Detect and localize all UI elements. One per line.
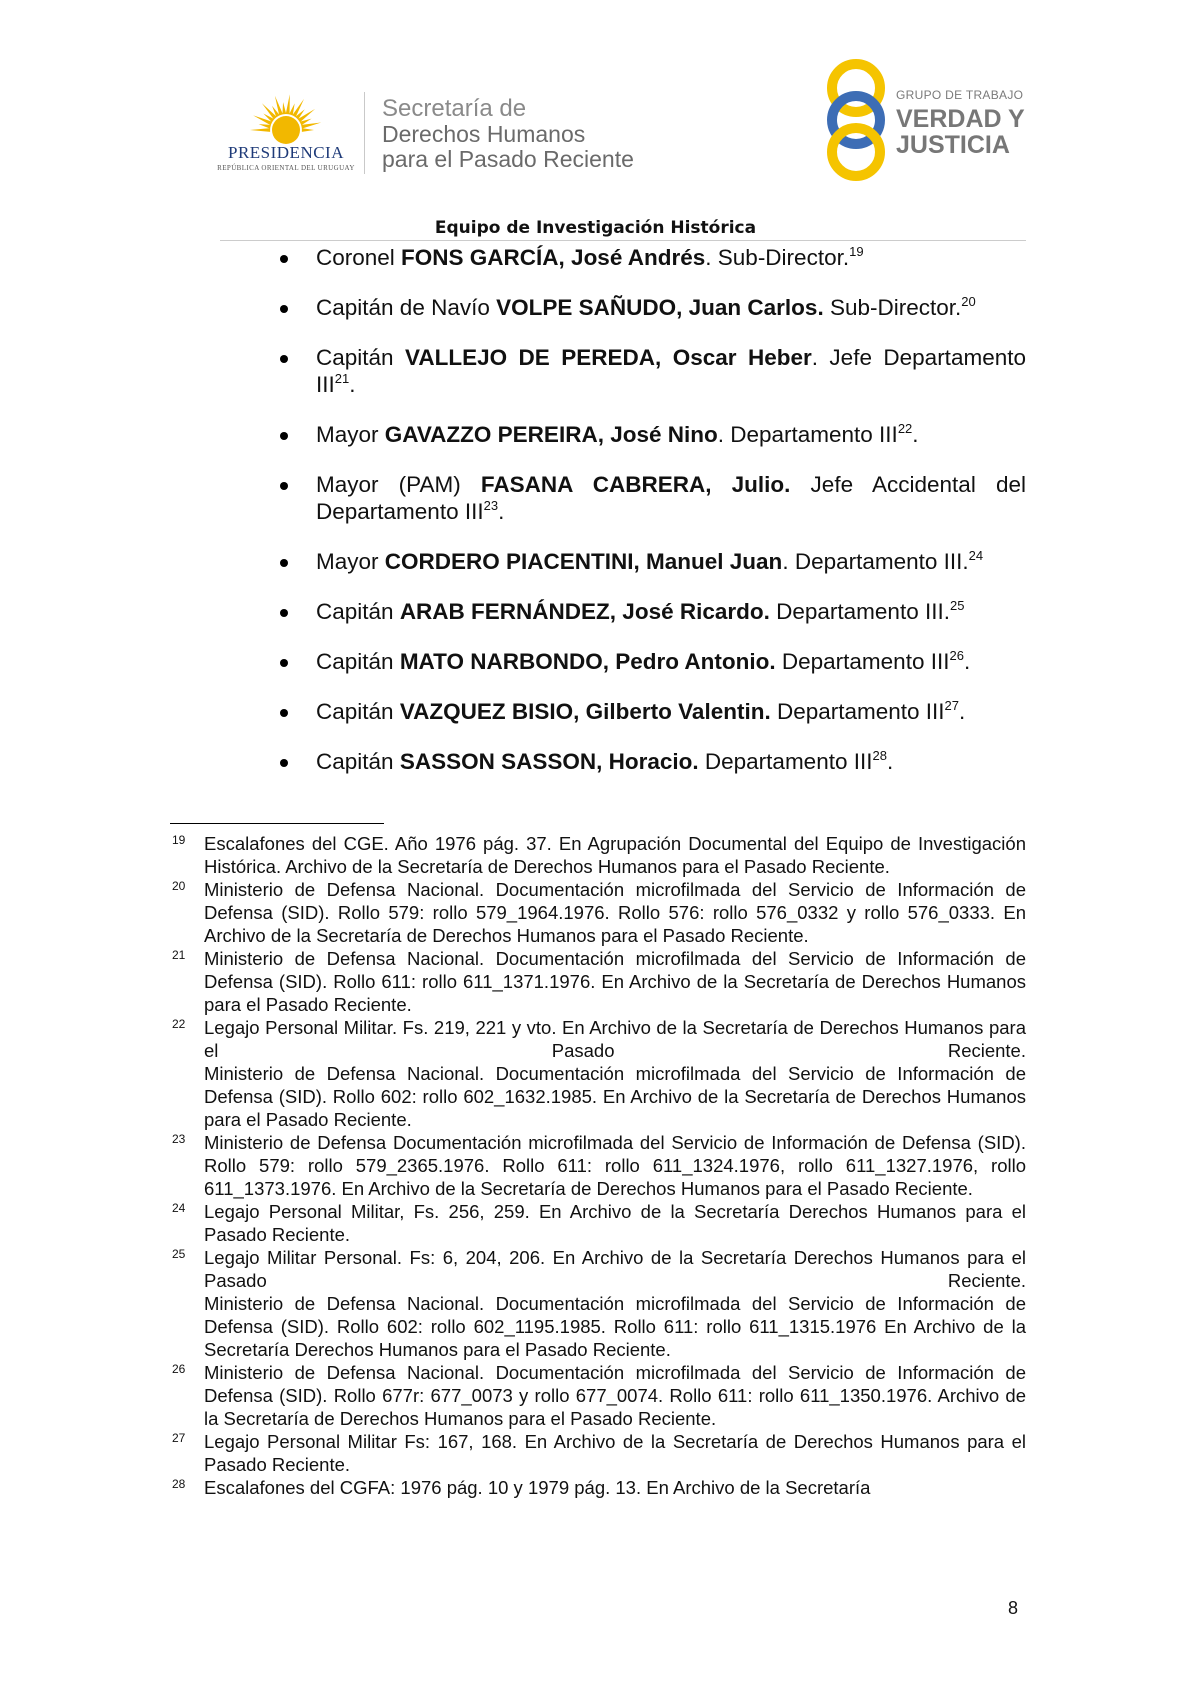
person-name: ARAB FERNÁNDEZ, José Ricardo. <box>399 599 770 624</box>
header-rule <box>220 240 1026 241</box>
rank: Capitán <box>316 345 405 370</box>
role: Departamento III. <box>769 599 950 624</box>
person-name: GAVAZZO PEREIRA, José Nino <box>384 422 718 447</box>
personnel-item <box>276 294 1026 321</box>
footnote-ref: 22 <box>897 420 913 436</box>
footnote-number: 22 <box>172 1017 186 1031</box>
bullet-icon <box>280 659 288 667</box>
page-header <box>0 0 1191 240</box>
rank: Mayor <box>316 422 385 447</box>
bullet-icon <box>280 305 288 313</box>
personnel-item <box>276 698 1026 725</box>
trailing-punct: . <box>886 749 894 774</box>
footnote-text: Legajo Personal Militar Fs: 167, 168. En Archivo de la Secretaría de Derechos Humanos para el Pasado Reciente. <box>204 1431 1026 1475</box>
person-name: CORDERO PIACENTINI, Manuel Juan <box>384 549 783 574</box>
role: Jefe Accidental del Departamento III <box>316 472 1026 524</box>
bullet-icon <box>280 559 288 567</box>
footnote-number: 24 <box>172 1201 186 1215</box>
page-number: 8 <box>1008 1598 1019 1618</box>
footnote <box>170 1131 1026 1200</box>
gt-line-3: JUSTICIA <box>896 131 1010 159</box>
rank: Capitán <box>316 749 400 774</box>
presidencia-name: PRESIDENCIA <box>227 143 344 162</box>
personnel-item <box>276 244 1026 271</box>
footnote-text: Escalafones del CGFA: 1976 pág. 10 y 1979 pág. 13. En Archivo de la Secretaría <box>204 1477 871 1498</box>
footnote <box>170 1246 1026 1361</box>
footnote-ref: 26 <box>949 647 964 663</box>
footnote-number: 26 <box>172 1362 186 1376</box>
role: Departamento III <box>775 649 950 674</box>
bullet-icon <box>280 709 288 717</box>
role: . Departamento III. <box>782 549 969 574</box>
header-divider <box>364 92 365 174</box>
sun-ray <box>286 94 290 114</box>
person-name: VALLEJO DE PEREDA, Oscar Heber <box>405 345 812 370</box>
footnote-text: Ministerio de Defensa Nacional. Documentación microfilmada del Servicio de Información de Defensa (SID). Rollo 602: rollo 602_1632.1985. En Archivo de la Secretaría de Derechos Humanos para el Pasado Reciente. <box>204 1063 1026 1130</box>
bullet-icon <box>280 432 288 440</box>
footnote-ref: 28 <box>872 747 887 763</box>
footnote <box>170 1361 1026 1430</box>
secretaria-line-2: Derechos Humanos <box>382 121 586 147</box>
secretaria-line-1: Secretaría de <box>382 95 527 122</box>
rank: Coronel <box>316 245 402 270</box>
rank: Mayor <box>316 549 385 574</box>
rank: Mayor (PAM) <box>316 472 481 497</box>
person-name: SASSON SASSON, Horacio. <box>399 749 699 774</box>
footnote-ref: 19 <box>849 243 864 259</box>
footnote-text: Escalafones del CGE. Año 1976 pág. 37. En Agrupación Documental del Equipo de Investigación Histórica. Archivo de la Secretaría de Derechos Humanos para el Pasado Reciente. <box>204 833 1026 877</box>
personnel-list <box>276 244 1026 798</box>
role: . Departamento III <box>717 422 898 447</box>
trailing-punct: . <box>349 372 356 397</box>
footnote-ref: 25 <box>949 597 965 613</box>
footnote <box>170 832 1026 878</box>
person-name: MATO NARBONDO, Pedro Antonio. <box>399 649 776 674</box>
bullet-icon <box>280 759 288 767</box>
footnote-ref: 20 <box>961 293 976 309</box>
gt-line-2: VERDAD Y <box>896 105 1025 133</box>
personnel-item <box>276 748 1026 775</box>
personnel-item <box>276 344 1026 398</box>
footnote-text: Ministerio de Defensa Nacional. Documentación microfilmada del Servicio de Información de Defensa (SID). Rollo 677r: 677_0073 y rollo 677_0074. Rollo 611: rollo 611_1350.1976. Archivo de la Secretaría de Derechos Humanos para el Pasado Reciente. <box>204 1362 1026 1429</box>
footnote-text: Legajo Personal Militar, Fs. 256, 259. En Archivo de la Secretaría Derechos Humanos para el Pasado Reciente. <box>204 1201 1026 1245</box>
role: Sub-Director. <box>823 295 962 320</box>
footnote-text: Ministerio de Defensa Documentación microfilmada del Servicio de Información de Defensa (SID). Rollo 579: rollo 579_2365.1976. Rollo 611: rollo 611_1324.1976, rollo 611_1327.1976, rollo 611_1373.1976. En Archivo de la Secretaría de Derechos Humanos para el Pasado Reciente. <box>204 1132 1026 1199</box>
footnote <box>170 878 1026 947</box>
footnote-text: Ministerio de Defensa Nacional. Documentación microfilmada del Servicio de Información de Defensa (SID). Rollo 611: rollo 611_1371.1976. En Archivo de la Secretaría de Derechos Humanos para el Pasado Reciente. <box>204 948 1026 1015</box>
trailing-punct: . <box>963 649 971 674</box>
sun-ray <box>302 128 314 132</box>
team-title: Equipo de Investigación Histórica <box>434 218 757 238</box>
footnote <box>170 1476 1026 1499</box>
footnote <box>170 1200 1026 1246</box>
footnote-text: Legajo Militar Personal. Fs: 6, 204, 206. En Archivo de la Secretaría Derechos Humanos para el Pasado Reciente. <box>204 1247 1026 1291</box>
personnel-item <box>276 598 1026 625</box>
personnel-item <box>276 548 1026 575</box>
footnote-number: 27 <box>172 1431 186 1445</box>
presidencia-subtitle: REPÚBLICA ORIENTAL DEL URUGUAY <box>217 164 355 172</box>
rank: Capitán de Navío <box>316 295 497 320</box>
person-name: VOLPE SAÑUDO, Juan Carlos. <box>496 295 824 320</box>
rank: Capitán <box>316 699 400 724</box>
bullet-icon <box>280 609 288 617</box>
bullet-icon <box>280 482 288 490</box>
role: Departamento III <box>698 749 873 774</box>
trailing-punct: . <box>498 499 505 524</box>
role: . Sub-Director. <box>705 245 850 270</box>
sun-ray <box>259 124 271 128</box>
footnote-number: 23 <box>172 1132 186 1146</box>
footnote-separator <box>170 823 384 824</box>
footnote-number: 21 <box>172 948 186 962</box>
footnote-number: 19 <box>172 833 186 847</box>
rank: Capitán <box>316 649 400 674</box>
personnel-item <box>276 421 1026 448</box>
role: . Jefe Departamento III <box>316 345 1026 397</box>
grupo-trabajo-wordmark <box>896 88 1025 158</box>
sun-ray <box>292 99 304 117</box>
person-name: VAZQUEZ BISIO, Gilberto Valentin. <box>399 699 771 724</box>
secretaria-wordmark <box>382 96 634 172</box>
footnote-ref: 21 <box>334 370 350 386</box>
footnote-number: 20 <box>172 879 186 893</box>
bullet-icon <box>280 355 288 363</box>
footnotes <box>170 832 1026 1499</box>
role: Departamento III <box>770 699 945 724</box>
secretaria-line-3: para el Pasado Reciente <box>382 146 634 172</box>
personnel-item <box>276 648 1026 675</box>
rank: Capitán <box>316 599 400 624</box>
footnote-ref: 23 <box>483 497 499 513</box>
person-name: FONS GARCÍA, José Andrés <box>401 245 706 270</box>
personnel-item <box>276 471 1026 525</box>
person-name: FASANA CABRERA, Julio. <box>480 472 791 497</box>
footnote-number: 25 <box>172 1247 186 1261</box>
trailing-punct: . <box>912 422 919 447</box>
footnote-text: Legajo Personal Militar. Fs. 219, 221 y vto. En Archivo de la Secretaría de Derechos Humanos para el Pasado Reciente. <box>204 1017 1026 1061</box>
footnote <box>170 947 1026 1016</box>
footnote-ref: 27 <box>944 697 960 713</box>
sun-ray <box>250 128 270 132</box>
footnote <box>170 1016 1026 1131</box>
gt-line-1: GRUPO DE TRABAJO <box>896 88 1024 102</box>
footnote-text: Ministerio de Defensa Nacional. Documentación microfilmada del Servicio de Información de Defensa (SID). Rollo 602: rollo 602_1195.1985. Rollo 611: rollo 611_1315.1976 En Archivo de la Secretaría Derechos Humanos para el Pasado Reciente. <box>204 1293 1026 1360</box>
footnote-ref: 24 <box>968 547 984 563</box>
footnote <box>170 1430 1026 1476</box>
footnote-text: Ministerio de Defensa Nacional. Documentación microfilmada del Servicio de Información de Defensa (SID). Rollo 579: rollo 579_1964.1976. Rollo 576: rollo 576_0332 y rollo 576_0333. En Archivo de la Secretaría de Derechos Humanos para el Pasado Reciente. <box>204 879 1026 946</box>
footnote-number: 28 <box>172 1477 186 1491</box>
trailing-punct: . <box>959 699 966 724</box>
bullet-icon <box>280 255 288 263</box>
sun-ray <box>282 102 286 114</box>
